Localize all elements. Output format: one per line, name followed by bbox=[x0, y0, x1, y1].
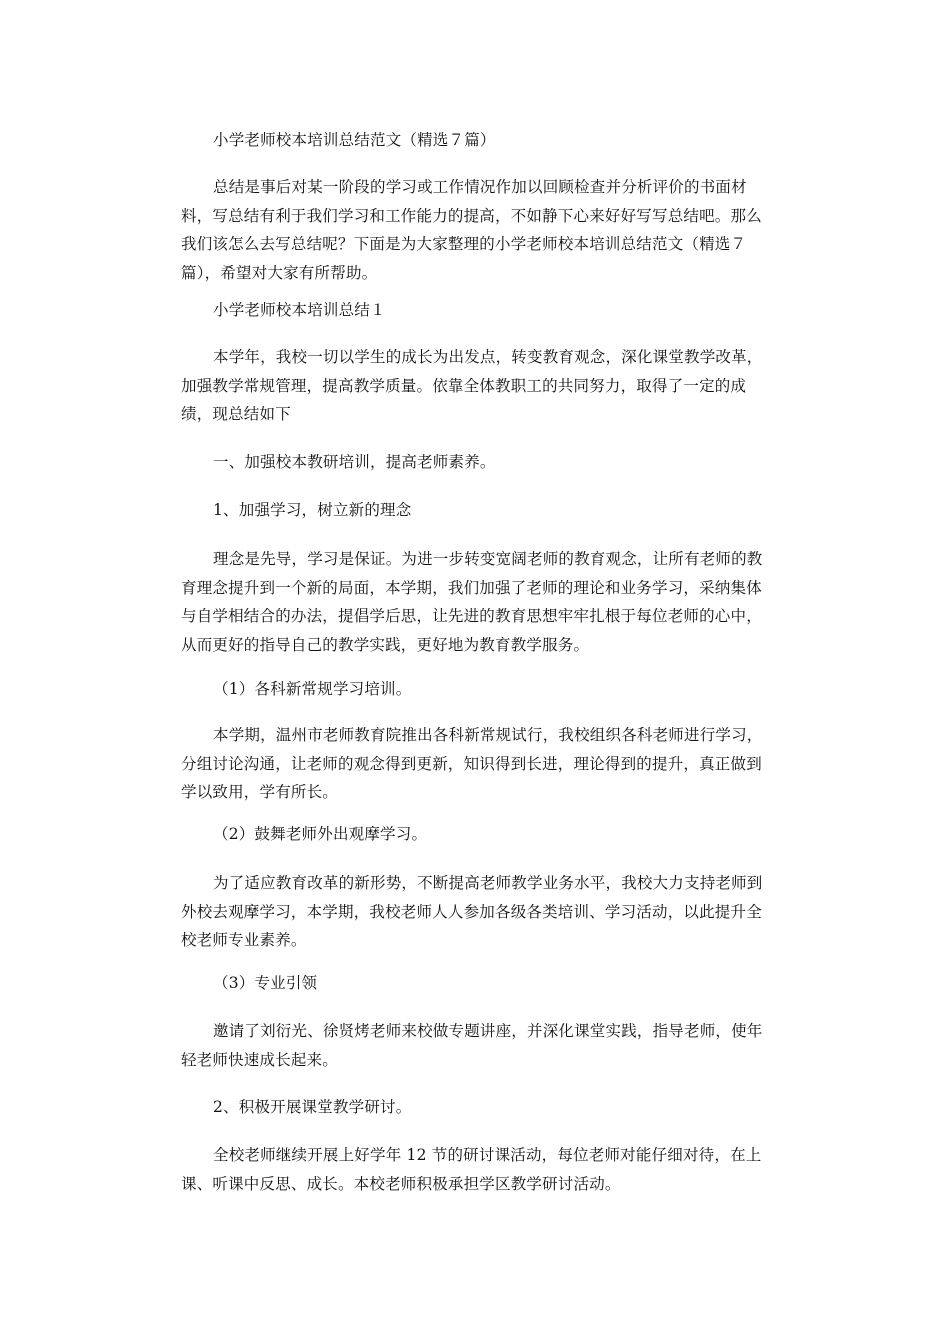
section-title: 小学老师校本培训总结１ bbox=[213, 301, 386, 319]
body-paragraph: 本学年，我校一切以学生的成长为出发点，转变教育观念，深化课堂教学改革，加强教学常规管理，提高教学质量。依靠全体教职工的共同努力，取得了一定的成绩，现总结如下 bbox=[181, 348, 763, 423]
list-item: （3）专业引领 bbox=[213, 974, 318, 992]
heading-level-1: 一、加强校本教研培训，提高老师素养。 bbox=[213, 453, 496, 471]
body-paragraph: 为了适应教育改革的新形势，不断提高老师教学业务水平，我校大力支持老师到外校去观摩学习，本学期，我校老师人人参加各级各类培训、学习活动，以此提升全校老师专业素养。 bbox=[181, 874, 763, 949]
heading-level-2: 1、加强学习，树立新的理念 bbox=[213, 501, 412, 519]
document-title: 小学老师校本培训总结范文（精选７篇） bbox=[213, 131, 496, 149]
body-paragraph: 邀请了刘衍光、徐贤烤老师来校做专题讲座，并深化课堂实践，指导老师，使年轻老师快速成长起来。 bbox=[181, 1022, 763, 1069]
list-item: （2）鼓舞老师外出观摩学习。 bbox=[213, 825, 428, 843]
heading-level-2: 2、积极开展课堂教学研讨。 bbox=[213, 1098, 412, 1116]
intro-paragraph: 总结是事后对某一阶段的学习或工作情况作加以回顾检查并分析评价的书面材料，写总结有利于我们学习和工作能力的提高，不如静下心来好好写写总结吧。那么我们该怎么去写总结呢？下面是为大家整理的小学老师校本培训总结范文（精选７篇），希望对大家有所帮助。 bbox=[181, 178, 762, 282]
body-paragraph: 理念是先导，学习是保证。为进一步转变宽阔老师的教育观念，让所有老师的教育理念提升到一个新的局面，本学期，我们加强了老师的理论和业务学习，采纳集体与自学相结合的办法，提倡学后思，让先进的教育思想牢牢扎根于每位老师的心中，从而更好的指导自己的教学实践，更好地为教育教学服务。 bbox=[181, 550, 763, 654]
body-paragraph: 全校老师继续开展上好学年 12 节的研讨课活动，每位老师对能仔细对待，在上课、听课中反思、成长。本校老师积极承担学区教学研讨活动。 bbox=[181, 1146, 762, 1193]
body-paragraph: 本学期，温州市老师教育院推出各科新常规试行，我校组织各科老师进行学习，分组讨论沟通，让老师的观念得到更新，知识得到长进，理论得到的提升，真正做到学以致用，学有所长。 bbox=[181, 726, 763, 801]
list-item: （1）各科新常规学习培训。 bbox=[213, 680, 412, 698]
